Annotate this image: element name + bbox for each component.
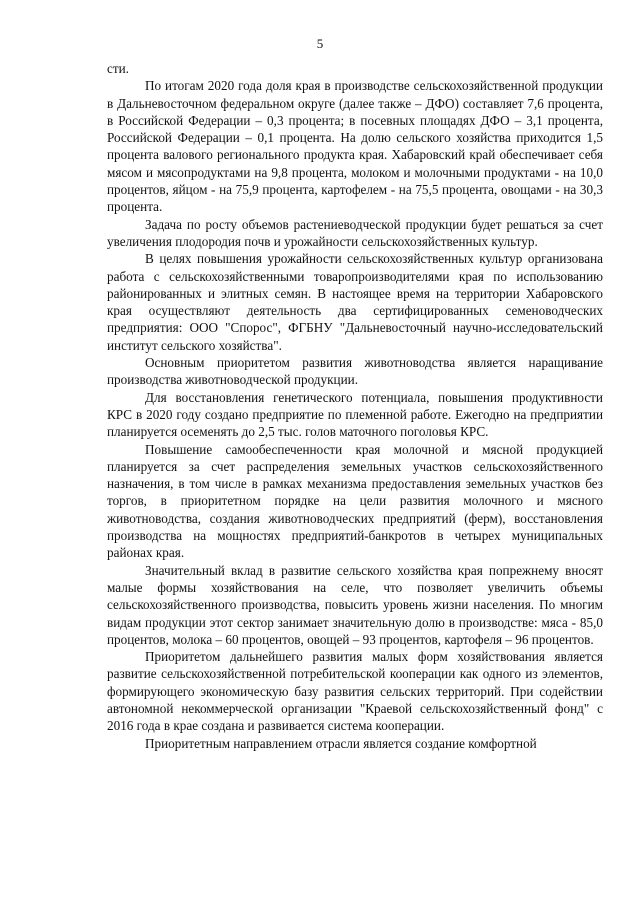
paragraph: Приоритетом дальнейшего развития малых форм хозяйствования является развитие сельскохозяйственной потребительской кооперации как одного из элементов, формирующего экономическую базу развития сельских территорий. При содействии автономной некоммерческой организации "Краевой сельскохозяйственный фонд" с 2016 года в крае создана и развивается система кооперации.: [107, 649, 603, 734]
paragraph: Основным приоритетом развития животноводства является наращивание производства животноводческой продукции.: [107, 355, 603, 388]
paragraph: Для восстановления генетического потенциала, повышения продуктивности КРС в 2020 году создано предприятие по племенной работе. Ежегодно на предприятии планируется осеменять до 2,5 тыс. голов маточного поголовья КРС.: [107, 389, 603, 440]
paragraph: Приоритетным направлением отрасли является создание комфортной: [145, 735, 537, 751]
paragraph: Значительный вклад в развитие сельского хозяйства края попрежнему вносят малые формы хозяйствования на селе, что позволяет увеличить объемы сельскохозяйственного производства, повысить уровень жизни населения. По многим видам продукции этот сектор занимает значительную долю в производстве: мяса - 85,0 процентов, молока – 60 процентов, овощей – 93 процентов, картофеля – 96 процентов.: [107, 562, 603, 647]
page-number: 5: [316, 36, 324, 51]
paragraph: В целях повышения урожайности сельскохозяйственных культур организована работа с сельскохозяйственными товаропроизводителями края по использованию районированных и элитных семян. В настоящее время на территории Хабаровского края осуществляют деятельность два сертифицированных семеноводческих предприятия: ООО "Спорос", ФГБНУ "Дальневосточный научно-исследовательский институт сельского хозяйства".: [107, 251, 603, 353]
paragraph: По итогам 2020 года доля края в производстве сельскохозяйственной продукции в Дальневосточном федеральном округе (далее также – ДФО) составляет 7,6 процента, в Российской Федерации – 0,3 процента; в посевных площадях ДФО – 3,1 процента, Российской Федерации – 0,1 процента. На долю сельского хозяйства приходится 1,5 процента валового регионального продукта края. Хабаровский край обеспечивает себя мясом и мясопродуктами на 9,8 процента, молоком и молочными продуктами - на 10,0 процентов, яйцом - на 75,9 процента, картофелем - на 75,5 процента, овощами - на 30,3 процента.: [107, 78, 603, 215]
paragraph-continuation: сти.: [107, 61, 129, 76]
paragraph: Повышение самообеспеченности края молочной и мясной продукцией планируется за счет распределения земельных участков сельскохозяйственного назначения, в том числе в рамках механизма предоставления земельных участков без торгов, в приоритетном порядке на цели развития молочного и мясного животноводства, создания животноводческих предприятий (ферм), восстановления производства на мощностях предприятий-банкротов в четырех муниципальных районах края.: [107, 441, 603, 561]
paragraph: Задача по росту объемов растениеводческой продукции будет решаться за счет увеличения плодородия почв и урожайности сельскохозяйственных культур.: [107, 216, 603, 249]
body-text: [107, 60, 603, 752]
